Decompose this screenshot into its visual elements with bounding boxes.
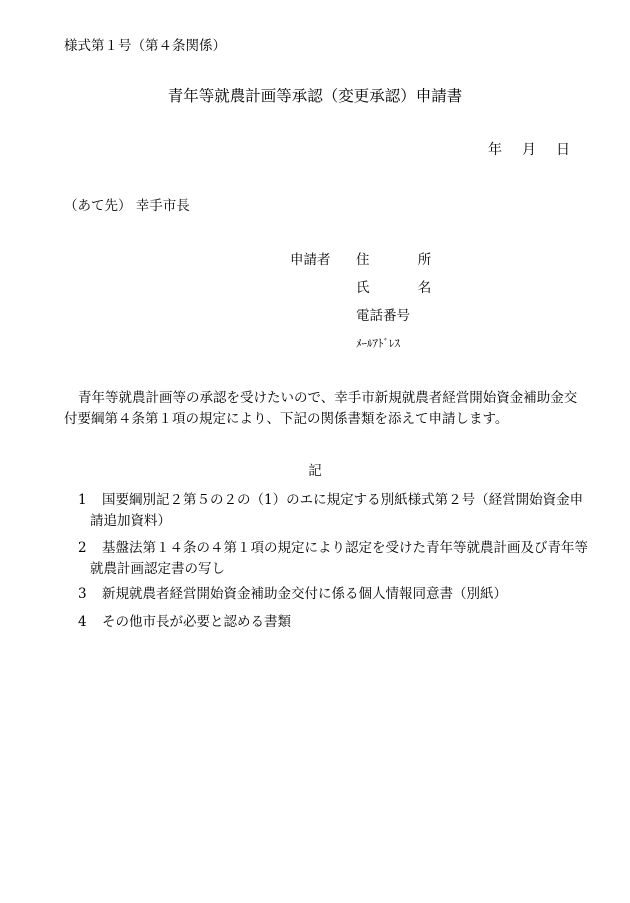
list-item-number: 3: [78, 586, 87, 602]
addressee: （あて先） 幸手市長: [64, 198, 190, 214]
body-paragraph: 青年等就農計画等の承認を受けたいので、幸手市新規就農者経営開始資金補助金交付要綱第４条第１項の規定により、下記の関係書類を添えて申請します。: [64, 390, 578, 427]
list-item-text: 基盤法第１４条の４第１項の規定により認定を受けた青年等就農計画及び青年等就農計画認定書の写し: [90, 540, 588, 577]
applicant-label: 申請者: [290, 252, 331, 268]
list-item: [78, 584, 590, 605]
document-title: 青年等就農計画等承認（変更承認）申請書: [167, 87, 463, 105]
list-item-number: 4: [78, 614, 87, 630]
list-item-text: 国要綱別記２第５の２の（1）のエに規定する別紙様式第２号（経営開始資金申請追加資料）: [90, 492, 584, 529]
form-number: 様式第１号（第４条関係）: [64, 38, 226, 54]
name-label: 氏 名: [356, 280, 454, 296]
date-year-label: 年: [488, 142, 502, 158]
list-item: [78, 490, 590, 532]
address-label: 住 所: [356, 252, 454, 268]
list-item: [78, 538, 590, 580]
list-item-text: その他市長が必要と認める書類: [102, 614, 291, 630]
ki-label: 記: [308, 463, 322, 479]
date-month-label: 月: [522, 142, 536, 158]
list-item-text: 新規就農者経営開始資金補助金交付に係る個人情報同意書（別紙）: [102, 586, 507, 602]
list-item-number: 2: [78, 540, 87, 556]
phone-label: 電話番号: [356, 308, 410, 324]
list-item: [78, 612, 590, 633]
email-label: ﾒｰﾙｱﾄﾞﾚｽ: [356, 337, 400, 350]
list-item-number: 1: [78, 492, 87, 508]
date-day-label: 日: [556, 142, 570, 158]
